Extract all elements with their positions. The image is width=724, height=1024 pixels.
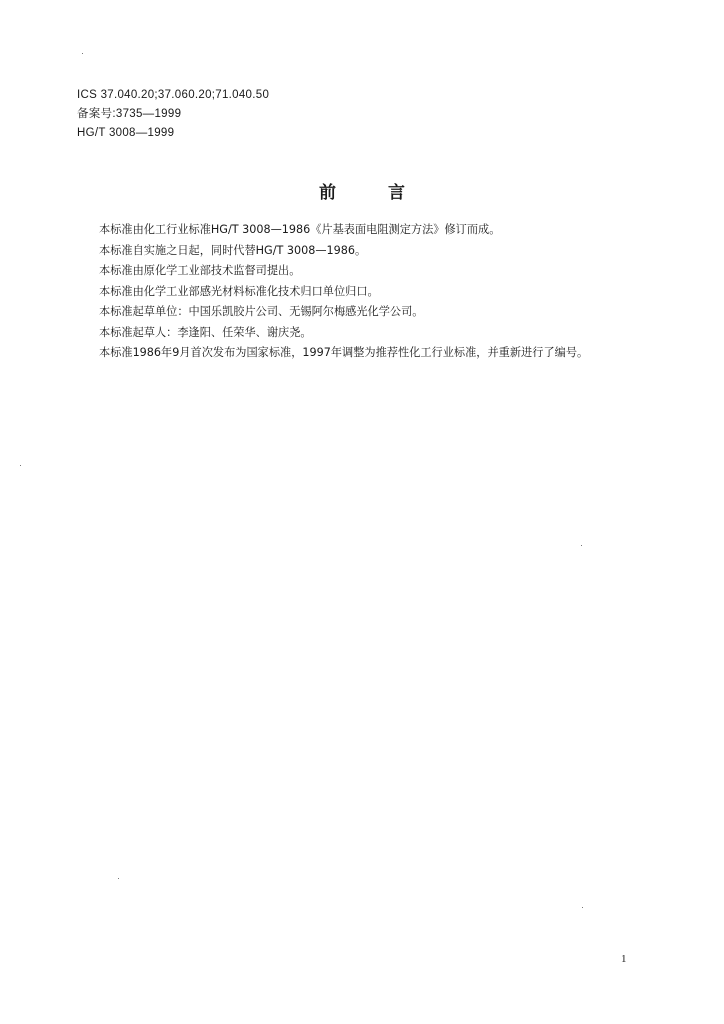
standard-number: HG/T 3008—1999 [77, 127, 175, 139]
paragraph-replacement: 本标准自实施之日起，同时代替HG/T 3008—1986。 [99, 243, 367, 257]
paragraph-history: 本标准1986年9月首次发布为国家标准，1997年调整为推荐性化工行业标准，并重新进行了编号。 [99, 346, 589, 359]
paragraph-drafting-units: 本标准起草单位：中国乐凯胶片公司、无锡阿尔梅感光化学公司。 [99, 305, 424, 318]
record-number: 备案号:3735—1999 [77, 108, 182, 120]
paragraph-responsible-unit: 本标准由化学工业部感光材料标准化技术归口单位归口。 [99, 284, 379, 298]
document-body [77, 220, 643, 364]
ics-code: ICS 37.040.20;37.060.20;71.040.50 [77, 89, 270, 101]
scan-speck [582, 907, 583, 908]
paragraph-revision: 本标准由化工行业标准HG/T 3008—1986《片基表面电阻测定方法》修订而成。 [99, 223, 501, 236]
scan-speck [581, 545, 582, 546]
paragraph-drafters: 本标准起草人：李逢阳、任荣华、谢庆尧。 [99, 325, 312, 339]
page-number: 1 [621, 953, 627, 965]
document-header [77, 86, 269, 143]
paragraph-proposer: 本标准由原化学工业部技术监督司提出。 [99, 264, 301, 277]
page-title: 前言 [319, 183, 457, 203]
scan-speck [82, 53, 83, 54]
scan-speck [118, 878, 119, 879]
scan-speck [20, 465, 21, 466]
